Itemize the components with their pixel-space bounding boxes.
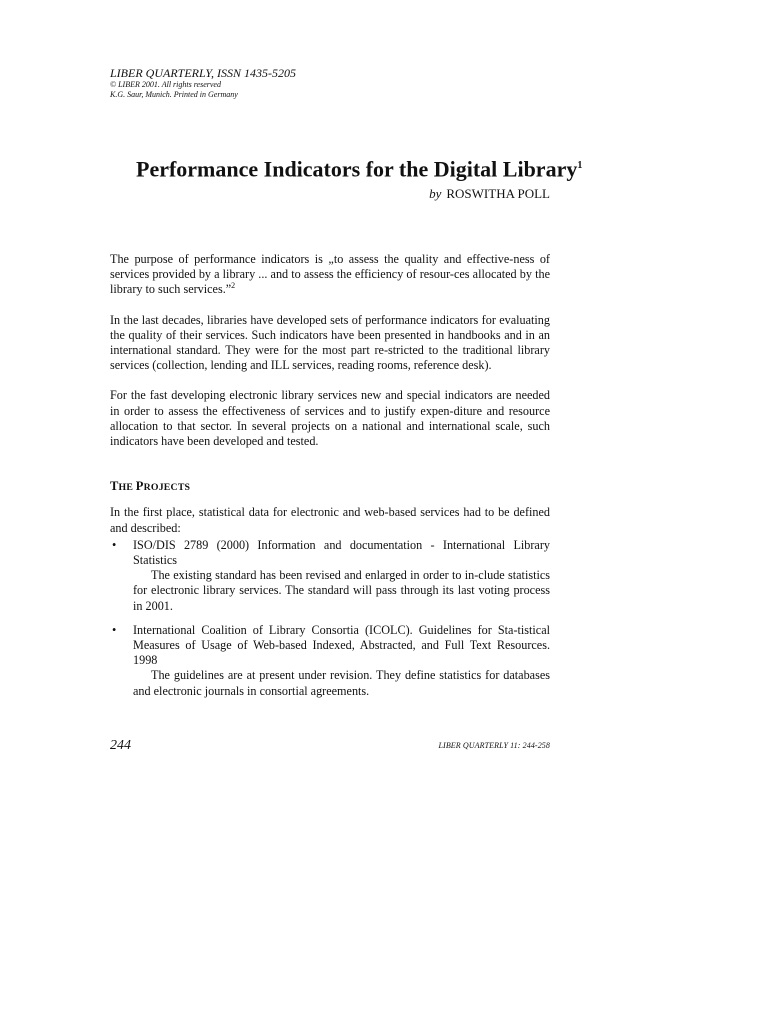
- title-footnote-marker: 1: [577, 160, 583, 171]
- bullet-icon: •: [112, 622, 117, 637]
- paragraph: In the last decades, libraries have developed sets of performance indicators for evaluating the quality of their services. Such indicators have been presented in handbooks and in an international standard. They were for the most part re-stricted to the traditional library services (collection, lending and ILL services, reading rooms, reference desk).: [110, 312, 550, 373]
- list-item-description: The guidelines are at present under revision. They define statistics for databases and electronic journals in consortial agreements.: [133, 668, 550, 698]
- page-number: 244: [110, 738, 131, 753]
- author-name: ROSWITHA POLL: [446, 186, 550, 201]
- section-heading: THE PROJECTS: [110, 479, 191, 494]
- author-prefix: by: [429, 186, 442, 201]
- printer-line: K.G. Saur, Munich. Printed in Germany: [110, 90, 238, 99]
- list-item-title: ISO/DIS 2789 (2000) Information and documentation - International Library Statistics: [133, 537, 550, 568]
- footer-journal-reference: LIBER QUARTERLY 11: 244-258: [438, 741, 550, 750]
- journal-header: [110, 67, 550, 100]
- paragraph-text: The purpose of performance indicators is „to assess the quality and effective-ness of services provided by a library ... and to assess the efficiency of resour-ces allocated by the library to such services.”: [110, 252, 550, 297]
- section-intro: In the first place, statistical data for electronic and web-based services had to be defined and described:: [110, 505, 550, 535]
- bullet-icon: •: [112, 537, 117, 552]
- list-item-description: The existing standard has been revised and enlarged in order to in-clude statistics for electronic library services. The standard will pass through its last voting process in 2001.: [133, 568, 550, 613]
- paragraph: For the fast developing electronic library services new and special indicators are needed in order to assess the effectiveness of services and to justify expen-diture and resource allocation to that sector. In several projects on a national and international scale, such indicators have been developed and tested.: [110, 388, 550, 449]
- page-footer: [110, 738, 550, 754]
- footnote-marker: 2: [231, 281, 236, 291]
- list-item-title: International Coalition of Library Consortia (ICOLC). Guidelines for Sta-tistical Measures of Usage of Web-based Indexed, Abstracted, and Full Text Resources. 1998: [133, 622, 550, 668]
- list-item: [110, 623, 550, 699]
- article-body: [110, 252, 550, 708]
- journal-title: LIBER QUARTERLY, ISSN 1435-5205: [110, 66, 296, 80]
- article-title-text: Performance Indicators for the Digital Library: [136, 156, 578, 182]
- paragraph: [110, 252, 550, 298]
- copyright-line: © LIBER 2001. All rights reserved: [110, 80, 221, 89]
- author-line: [300, 186, 550, 202]
- list-item: [110, 538, 550, 614]
- article-title: [136, 152, 583, 183]
